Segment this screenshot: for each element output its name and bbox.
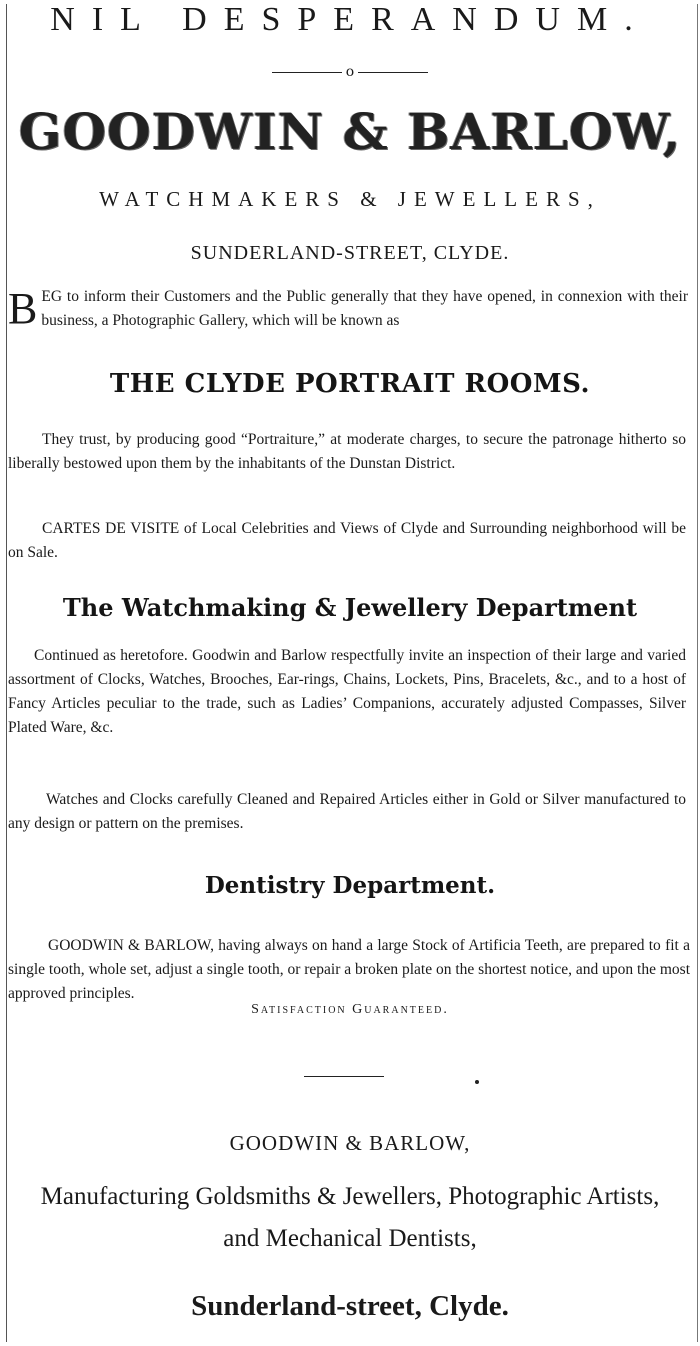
- intro-text: EG to inform their Customers and the Public generally that they have opened, in connexion with their business, a Photographic Gallery, which will be known as: [41, 288, 688, 329]
- separator-dash-right: [358, 72, 428, 73]
- ornamental-separator: [0, 62, 700, 82]
- footer-description-line-1: Manufacturing Goldsmiths & Jewellers, Photographic Artists,: [40, 1183, 660, 1210]
- separator-ornament: o: [345, 64, 355, 80]
- trade-line: WATCHMAKERS & JEWELLERS,: [99, 187, 601, 211]
- watchmaking-paragraph: Continued as heretofore. Goodwin and Barlow respectfully invite an inspection of their large and varied assortment of Clocks, Watches, Brooches, Ear-rings, Chains, Lockets, Pins, Bracelets, &c., and to a host of Fancy Articles peculiar to the trade, such as Ladies’ Companions, accurately adjusted Compasses, Silver Plated Ware, &c.: [8, 647, 686, 736]
- repairs-paragraph: Watches and Clocks carefully Cleaned and Repaired Articles either in Gold or Silver manufactured to any design or pattern on the premises.: [8, 791, 686, 832]
- watchmaking-heading: The Watchmaking & Jewellery Department: [62, 593, 638, 622]
- portrait-rooms-heading: THE CLYDE PORTRAIT ROOMS.: [109, 369, 591, 399]
- drop-cap: B: [8, 284, 38, 333]
- portraiture-paragraph: They trust, by producing good “Portraiture,” at moderate charges, to secure the patronage hitherto so liberally bestowed upon them by the inhabitants of the Dunstan District.: [8, 431, 686, 472]
- dentistry-paragraph: GOODWIN & BARLOW, having always on hand a large Stock of Artificia Teeth, are prepared to fit a single tooth, whole set, adjust a single tooth, or repair a broken plate on the shortest notice, and upon the most approved principles.: [8, 937, 690, 1002]
- satisfaction-guaranteed: Satisfaction Guaranteed.: [251, 1002, 449, 1017]
- footer-divider: [304, 1076, 384, 1077]
- footer-address: Sunderland-street, Clyde.: [191, 1290, 509, 1322]
- address-line: SUNDERLAND-STREET, CLYDE.: [190, 242, 510, 264]
- footer-description-line-2: and Mechanical Dentists,: [223, 1225, 477, 1252]
- footer-firm-name: GOODWIN & BARLOW,: [229, 1131, 471, 1155]
- separator-dash-left: [272, 72, 342, 73]
- ink-dot: [475, 1080, 479, 1084]
- cartes-de-visite-paragraph: CARTES DE VISITE of Local Celebrities and Views of Clyde and Surrounding neighborhood will be on Sale.: [8, 520, 686, 561]
- firm-name-heading: GOODWIN & BARLOW,: [18, 102, 682, 161]
- intro-paragraph: [8, 285, 688, 333]
- motto: NIL DESPERANDUM.: [50, 1, 650, 38]
- dentistry-heading: Dentistry Department.: [204, 872, 496, 899]
